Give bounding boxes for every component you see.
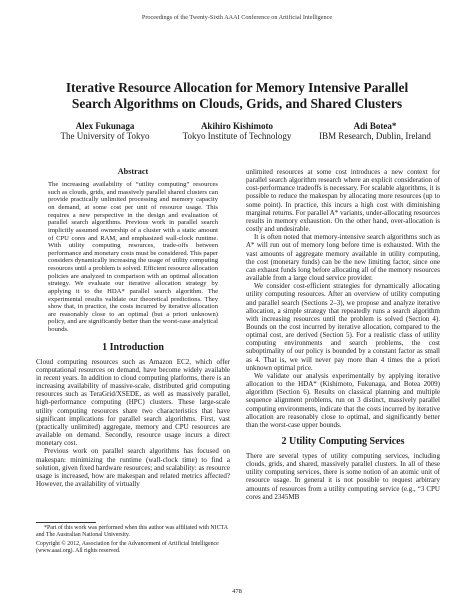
author-3 <box>300 121 450 141</box>
author-1 <box>40 121 170 141</box>
footnote-rule <box>36 522 96 523</box>
paragraph: Previous work on parallel search algorithms has focused on makespan: minimizing the runtime (wall-clock time) to find a solution, given fixed hardware resources; and scalability: as resource usage is increased, how are makespan and related metrics affected? However, the availability of virtually <box>36 447 230 488</box>
paper-title <box>40 80 434 112</box>
section-heading-introduction: 1 Introduction <box>102 341 164 353</box>
author-name: Adi Botea* <box>353 121 397 131</box>
paragraph: unlimited resources at some cost introduces a new context for parallel search algorithm research where an explicit consideration of cost-performance tradeoffs is necessary. For scalable algorithms, it is possible to reduce the makespan by allocating more resources (up to some point). In practice, this incurs a high cost with diminishing marginal returns. For parallel A* variants, under-allocating resources results in memory exhaustion. On the other hand, over-allocation is costly and undesirable. <box>246 168 440 234</box>
paragraph: It is often noted that memory-intensive search algorithms such as A* will run out of memory long before time is exhausted. With the vast amounts of aggregate memory available in utility computing, the cost (monetary funds) can be the new limiting factor, since one can exhaust funds long before allocating all of the memory resources available from a large cloud service provider. <box>246 233 440 283</box>
running-head: Proceedings of the Twenty-Sixth AAAI Conference on Artificial Intelligence <box>141 14 333 21</box>
right-column <box>246 168 440 501</box>
author-2 <box>160 121 314 141</box>
paragraph: We validate our analysis experimentally by applying iterative allocation to the HDA* (Kishimoto, Fukunaga, and Botea 2009) algorithm (Section 6). Results on classical planning and multiple sequence alignment problems, run on 3 distinct, massively parallel computing environments, indicate that the costs incurred by iterative allocation are reasonably close to optimal, and significantly better than the worst-case upper bounds. <box>246 371 440 429</box>
abstract-text: The increasing availability of “utility computing” resources such as clouds, grids, and massively parallel shared clusters can provide practically unlimited processing and memory capacity on demand, at some cost per unit of resource usage. This requires a new perspective in the design and evaluation of parallel search algorithms. Previous work in parallel search implicitly assumed ownership of a cluster with a static amount of CPU cores and RAM, and emphasized wall-clock runtime. With utility computing resources, trade-offs between performance and monetary costs must be considered. This paper considers dynamically increasing the usage of utility computing resources until a problem is solved. Efficient resource allocation policies are analyzed in comparison with an optimal allocation strategy. We evaluate our iterative allocation strategy by applying it to the HDA* parallel search algorithm. The experimental results validate our theoretical predictions. They show that, in practice, the costs incurred by iterative allocation are reasonably close to an optimal (but a priori unknown) policy, and are significantly better than the worst-case analytical bounds. <box>48 181 218 334</box>
author-name: Alex Fukunaga <box>75 121 135 131</box>
author-affiliation: The University of Tokyo <box>60 131 150 141</box>
left-column <box>36 168 230 488</box>
title-line-1: Iterative Resource Allocation for Memory Intensive Parallel <box>65 80 409 95</box>
copyright-notice: Copyright © 2012, Association for the Advancement of Artificial Intelligence (www.aaai.org). All rights reserved. <box>36 540 219 554</box>
paragraph: We consider cost-efficient strategies for dynamically allocating utility computing resources. After an overview of utility computing and parallel search (Sections 2–3), we propose and analyze iterative allocation, a simple strategy that repeatedly runs a search algorithm with increasing resources until the problem is solved (Section 4). Bounds on the cost incurred by iterative allocation, compared to the optimal cost, are derived (Section 5). For a realistic class of utility computing environments and search problems, the cost suboptimality of our policy is bounded by a constant factor as small as 4. That is, we will never pay more than 4 times the a priori unknown optimal price. <box>246 282 440 372</box>
page-number: 478 <box>232 588 242 595</box>
section-heading-utility-computing: 2 Utility Computing Services <box>281 436 405 447</box>
author-affiliation: Tokyo Institute of Technology <box>182 131 292 141</box>
paragraph: Cloud computing resources such as Amazon EC2, which offer computational resources on demand, have become widely available in recent years. In addition to cloud computing platforms, there is an increasing availability of massive-scale, distributed grid computing resources such as TeraGrid/XSEDE, as well as massively parallel, high-performance computing (HPC) clusters. These large-scale utility computing resources share two characteristics that have significant implications for parallel search algorithms. First, vast (practically unlimited) aggregate, memory and CPU resources are available on demand. Secondly, resource usage incurs a direct monetary cost. <box>36 357 230 448</box>
paragraph: There are several types of utility computing services, including clouds, grids, and shared, massively parallel clusters. In all of these utility computing services, there is some notion of an atomic unit of resource usage. In general it is not possible to request arbitrary amounts of resources from a utility computing service (e.g., “3 CPU cores and 2345MB <box>246 452 440 501</box>
abstract-heading: Abstract <box>117 167 149 176</box>
author-name: Akihiro Kishimoto <box>200 121 274 131</box>
footnote: *Part of this work was performed when this author was affiliated with NICTA and The Australian National University. <box>36 525 228 538</box>
title-line-2: Search Algorithms on Clouds, Grids, and Shared Clusters <box>71 96 403 111</box>
author-affiliation: IBM Research, Dublin, Ireland <box>319 131 431 141</box>
footnote-block <box>36 522 230 555</box>
